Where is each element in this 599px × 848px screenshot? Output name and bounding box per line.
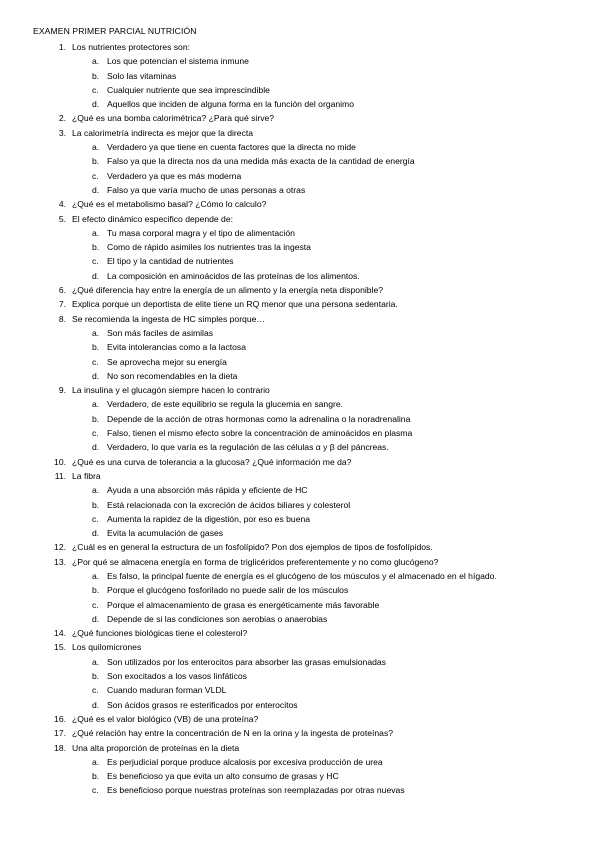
- option-letter: c.: [92, 428, 99, 439]
- question-number: 16.: [54, 713, 66, 724]
- option-text: Verdadero ya que tiene en cuenta factores que la directa no mide: [107, 142, 356, 153]
- question-line: [0, 626, 599, 640]
- option-text: Verdadero, lo que varía es la regulación de las células α y β del páncreas.: [107, 442, 389, 453]
- option-text: Es falso, la principal fuente de energía es el glucógeno de los músculos y el almacenado en el hígado.: [107, 570, 497, 581]
- option-text: Verdadero, de este equilibrio se regula la glucemia en sangre.: [107, 399, 344, 410]
- option-letter: b.: [92, 413, 100, 424]
- question-text: ¿Cuál es en general la estructura de un fosfolípido? Pon dos ejemplos de tipos de fosfolípidos.: [72, 542, 433, 553]
- option-text: Depende de si las condiciones son aerobias o anaerobias: [107, 613, 328, 624]
- option-letter: a.: [92, 399, 100, 410]
- question-15: [0, 640, 599, 711]
- option-text: Falso ya que varía mucho de unas personas a otras: [107, 184, 306, 195]
- question-text: La fibra: [72, 470, 101, 481]
- question-line: [0, 741, 599, 755]
- answer-option: [0, 755, 599, 769]
- option-letter: c.: [92, 685, 99, 696]
- option-text: Son ácidos grasos re esterificados por enterocitos: [107, 699, 298, 710]
- question-11: [0, 469, 599, 540]
- option-text: Porque el almacenamiento de grasa es energéticamente más favorable: [107, 599, 380, 610]
- option-text: Aquellos que inciden de alguna forma en la función del organimo: [107, 99, 354, 110]
- question-line: [0, 212, 599, 226]
- question-line: [0, 197, 599, 211]
- answer-option: [0, 440, 599, 454]
- option-letter: c.: [92, 513, 99, 524]
- question-line: [0, 383, 599, 397]
- answer-option: [0, 183, 599, 197]
- option-letter: c.: [92, 256, 99, 267]
- question-line: [0, 540, 599, 554]
- question-number: 14.: [54, 628, 66, 639]
- question-14: [0, 626, 599, 640]
- answer-option: [0, 655, 599, 669]
- question-13: [0, 555, 599, 626]
- question-number: 17.: [54, 728, 66, 739]
- question-9: [0, 383, 599, 454]
- option-letter: d.: [92, 528, 100, 539]
- answer-option: [0, 97, 599, 111]
- option-letter: c.: [92, 84, 99, 95]
- question-number: 8.: [58, 313, 66, 324]
- question-number: 2.: [58, 113, 66, 124]
- question-number: 1.: [58, 42, 66, 52]
- question-text: El efecto dinámico especifico depende de:: [72, 213, 233, 224]
- question-line: [0, 640, 599, 654]
- question-number: 5.: [58, 213, 66, 224]
- option-letter: b.: [92, 342, 100, 353]
- option-text: No son recomendables en la dieta: [107, 370, 238, 381]
- question-text: ¿Qué es el valor biológico (VB) de una proteína?: [72, 713, 259, 724]
- question-text: Los nutrientes protectores son:: [72, 42, 190, 52]
- option-letter: a.: [92, 142, 100, 153]
- question-3: [0, 126, 599, 197]
- answer-option: [0, 483, 599, 497]
- option-text: Porque el glucógeno fosforilado no puede salir de los músculos: [107, 585, 349, 596]
- option-letter: c.: [92, 356, 99, 367]
- option-letter: c.: [92, 170, 99, 181]
- option-letter: a.: [92, 485, 100, 496]
- option-letter: d.: [92, 699, 100, 710]
- answer-option: [0, 783, 599, 797]
- answer-option: [0, 355, 599, 369]
- question-line: [0, 111, 599, 125]
- option-text: Está relacionada con la excreción de ácidos biliares y colesterol: [107, 499, 351, 510]
- question-line: [0, 455, 599, 469]
- option-letter: c.: [92, 785, 99, 796]
- option-text: Son utilizados por los enterocitos para absorber las grasas emulsionadas: [107, 656, 386, 667]
- option-text: El tipo y la cantidad de nutrientes: [107, 256, 234, 267]
- answer-option: [0, 226, 599, 240]
- option-text: Solo las vitaminas: [107, 70, 177, 81]
- answer-option: [0, 669, 599, 683]
- option-letter: b.: [92, 671, 100, 682]
- option-letter: d.: [92, 370, 100, 381]
- question-text: Se recomienda la ingesta de HC simples porque…: [72, 313, 265, 324]
- question-7: [0, 297, 599, 311]
- option-text: Falso, tienen el mismo efecto sobre la concentración de aminoácidos en plasma: [107, 428, 413, 439]
- question-17: [0, 726, 599, 740]
- option-letter: c.: [92, 599, 99, 610]
- question-text: ¿Qué funciones biológicas tiene el colesterol?: [72, 628, 248, 639]
- option-text: Depende de la acción de otras hormonas como la adrenalina o la noradrenalina: [107, 413, 411, 424]
- option-letter: a.: [92, 570, 100, 581]
- option-letter: a.: [92, 227, 100, 238]
- answer-option: [0, 512, 599, 526]
- option-letter: d.: [92, 270, 100, 281]
- answer-option: [0, 397, 599, 411]
- option-letter: b.: [92, 242, 100, 253]
- question-line: [0, 126, 599, 140]
- answer-option: [0, 254, 599, 268]
- question-10: [0, 455, 599, 469]
- question-text: ¿Qué relación hay entre la concentración de N en la orina y la ingesta de proteínas?: [72, 728, 394, 739]
- answer-option: [0, 83, 599, 97]
- option-text: Son más faciles de asimilas: [107, 327, 214, 338]
- answer-option: [0, 426, 599, 440]
- question-1: [0, 40, 599, 111]
- question-line: [0, 726, 599, 740]
- option-text: Cualquier nutriente que sea imprescindible: [107, 84, 270, 95]
- question-number: 3.: [58, 127, 66, 138]
- answer-option: [0, 169, 599, 183]
- question-18: [0, 741, 599, 798]
- option-text: Se aprovecha mejor su energía: [107, 356, 227, 367]
- answer-option: [0, 583, 599, 597]
- question-line: [0, 712, 599, 726]
- answer-option: [0, 269, 599, 283]
- option-text: Es beneficioso porque nuestras proteínas son reemplazadas por otras nuevas: [107, 785, 405, 796]
- option-letter: b.: [92, 499, 100, 510]
- question-5: [0, 212, 599, 283]
- question-line: [0, 312, 599, 326]
- question-line: [0, 297, 599, 311]
- option-text: Es perjudicial porque produce alcalosis por excesiva producción de urea: [107, 756, 383, 767]
- option-text: Ayuda a una absorción más rápida y eficiente de HC: [107, 485, 308, 496]
- question-number: 10.: [54, 456, 66, 467]
- question-list: [0, 40, 599, 798]
- answer-option: [0, 326, 599, 340]
- question-6: [0, 283, 599, 297]
- option-letter: d.: [92, 99, 100, 110]
- option-letter: a.: [92, 756, 100, 767]
- answer-option: [0, 569, 599, 583]
- question-4: [0, 197, 599, 211]
- answer-option: [0, 154, 599, 168]
- option-text: Falso ya que la directa nos da una medida más exacta de la cantidad de energía: [107, 156, 415, 167]
- question-number: 6.: [58, 285, 66, 296]
- option-text: Evita intolerancias como a la lactosa: [107, 342, 247, 353]
- question-2: [0, 111, 599, 125]
- answer-option: [0, 340, 599, 354]
- question-number: 15.: [54, 642, 66, 653]
- question-text: ¿Qué diferencia hay entre la energía de un alimento y la energía neta disponible?: [72, 285, 384, 296]
- option-text: Como de rápido asimiles los nutrientes tras la ingesta: [107, 242, 311, 253]
- question-text: Explica porque un deportista de elite tiene un RQ menor que una persona sedentaria.: [72, 299, 398, 310]
- question-number: 13.: [54, 556, 66, 567]
- answer-option: [0, 369, 599, 383]
- option-text: Es beneficioso ya que evita un alto consumo de grasas y HC: [107, 771, 339, 782]
- question-8: [0, 312, 599, 383]
- exam-title: EXAMEN PRIMER PARCIAL NUTRICIÓN: [33, 26, 197, 36]
- answer-option: [0, 612, 599, 626]
- question-number: 11.: [54, 470, 66, 481]
- question-text: ¿Por qué se almacena energía en forma de triglicéridos preferentemente y no como glucógeno?: [72, 556, 439, 567]
- option-text: La composición en aminoácidos de las proteínas de los alimentos.: [107, 270, 360, 281]
- question-text: ¿Qué es una bomba calorimétrica? ¿Para qué sirve?: [72, 113, 275, 124]
- question-number: 12.: [54, 542, 66, 553]
- option-letter: d.: [92, 184, 100, 195]
- answer-option: [0, 683, 599, 697]
- question-line: [0, 283, 599, 297]
- answer-option: [0, 769, 599, 783]
- option-text: Los que potencian el sistema inmune: [107, 56, 249, 67]
- question-text: La insulina y el glucagón siempre hacen lo contrario: [72, 385, 270, 396]
- answer-option: [0, 412, 599, 426]
- question-number: 9.: [58, 385, 66, 396]
- question-text: ¿Qué es el metabolismo basal? ¿Cómo lo calculo?: [72, 199, 267, 210]
- option-letter: b.: [92, 771, 100, 782]
- question-text: Una alta proporción de proteínas en la dieta: [72, 742, 240, 753]
- option-text: Verdadero ya que es más moderna: [107, 170, 242, 181]
- option-letter: b.: [92, 585, 100, 596]
- answer-option: [0, 526, 599, 540]
- question-16: [0, 712, 599, 726]
- question-number: 18.: [54, 742, 66, 753]
- option-letter: b.: [92, 70, 100, 81]
- option-letter: a.: [92, 656, 100, 667]
- question-line: [0, 469, 599, 483]
- question-12: [0, 540, 599, 554]
- option-letter: d.: [92, 613, 100, 624]
- option-letter: a.: [92, 56, 100, 67]
- question-line: [0, 40, 599, 54]
- option-text: Evita la acumulación de gases: [107, 528, 224, 539]
- option-letter: a.: [92, 327, 100, 338]
- answer-option: [0, 140, 599, 154]
- question-number: 7.: [58, 299, 66, 310]
- question-number: 4.: [58, 199, 66, 210]
- question-line: [0, 555, 599, 569]
- answer-option: [0, 240, 599, 254]
- option-letter: d.: [92, 442, 100, 453]
- answer-option: [0, 698, 599, 712]
- question-text: Los quilomicrones: [72, 642, 142, 653]
- answer-option: [0, 69, 599, 83]
- option-text: Tu masa corporal magra y el tipo de alimentación: [107, 227, 295, 238]
- question-text: La calorimetría indirecta es mejor que la directa: [72, 127, 254, 138]
- option-text: Aumenta la rapidez de la digestión, por eso es buena: [107, 513, 311, 524]
- answer-option: [0, 598, 599, 612]
- option-text: Cuando maduran forman VLDL: [107, 685, 227, 696]
- option-letter: b.: [92, 156, 100, 167]
- answer-option: [0, 498, 599, 512]
- option-text: Son exocitados a los vasos linfáticos: [107, 671, 247, 682]
- answer-option: [0, 54, 599, 68]
- question-text: ¿Qué es una curva de tolerancia a la glucosa? ¿Qué información me da?: [72, 456, 352, 467]
